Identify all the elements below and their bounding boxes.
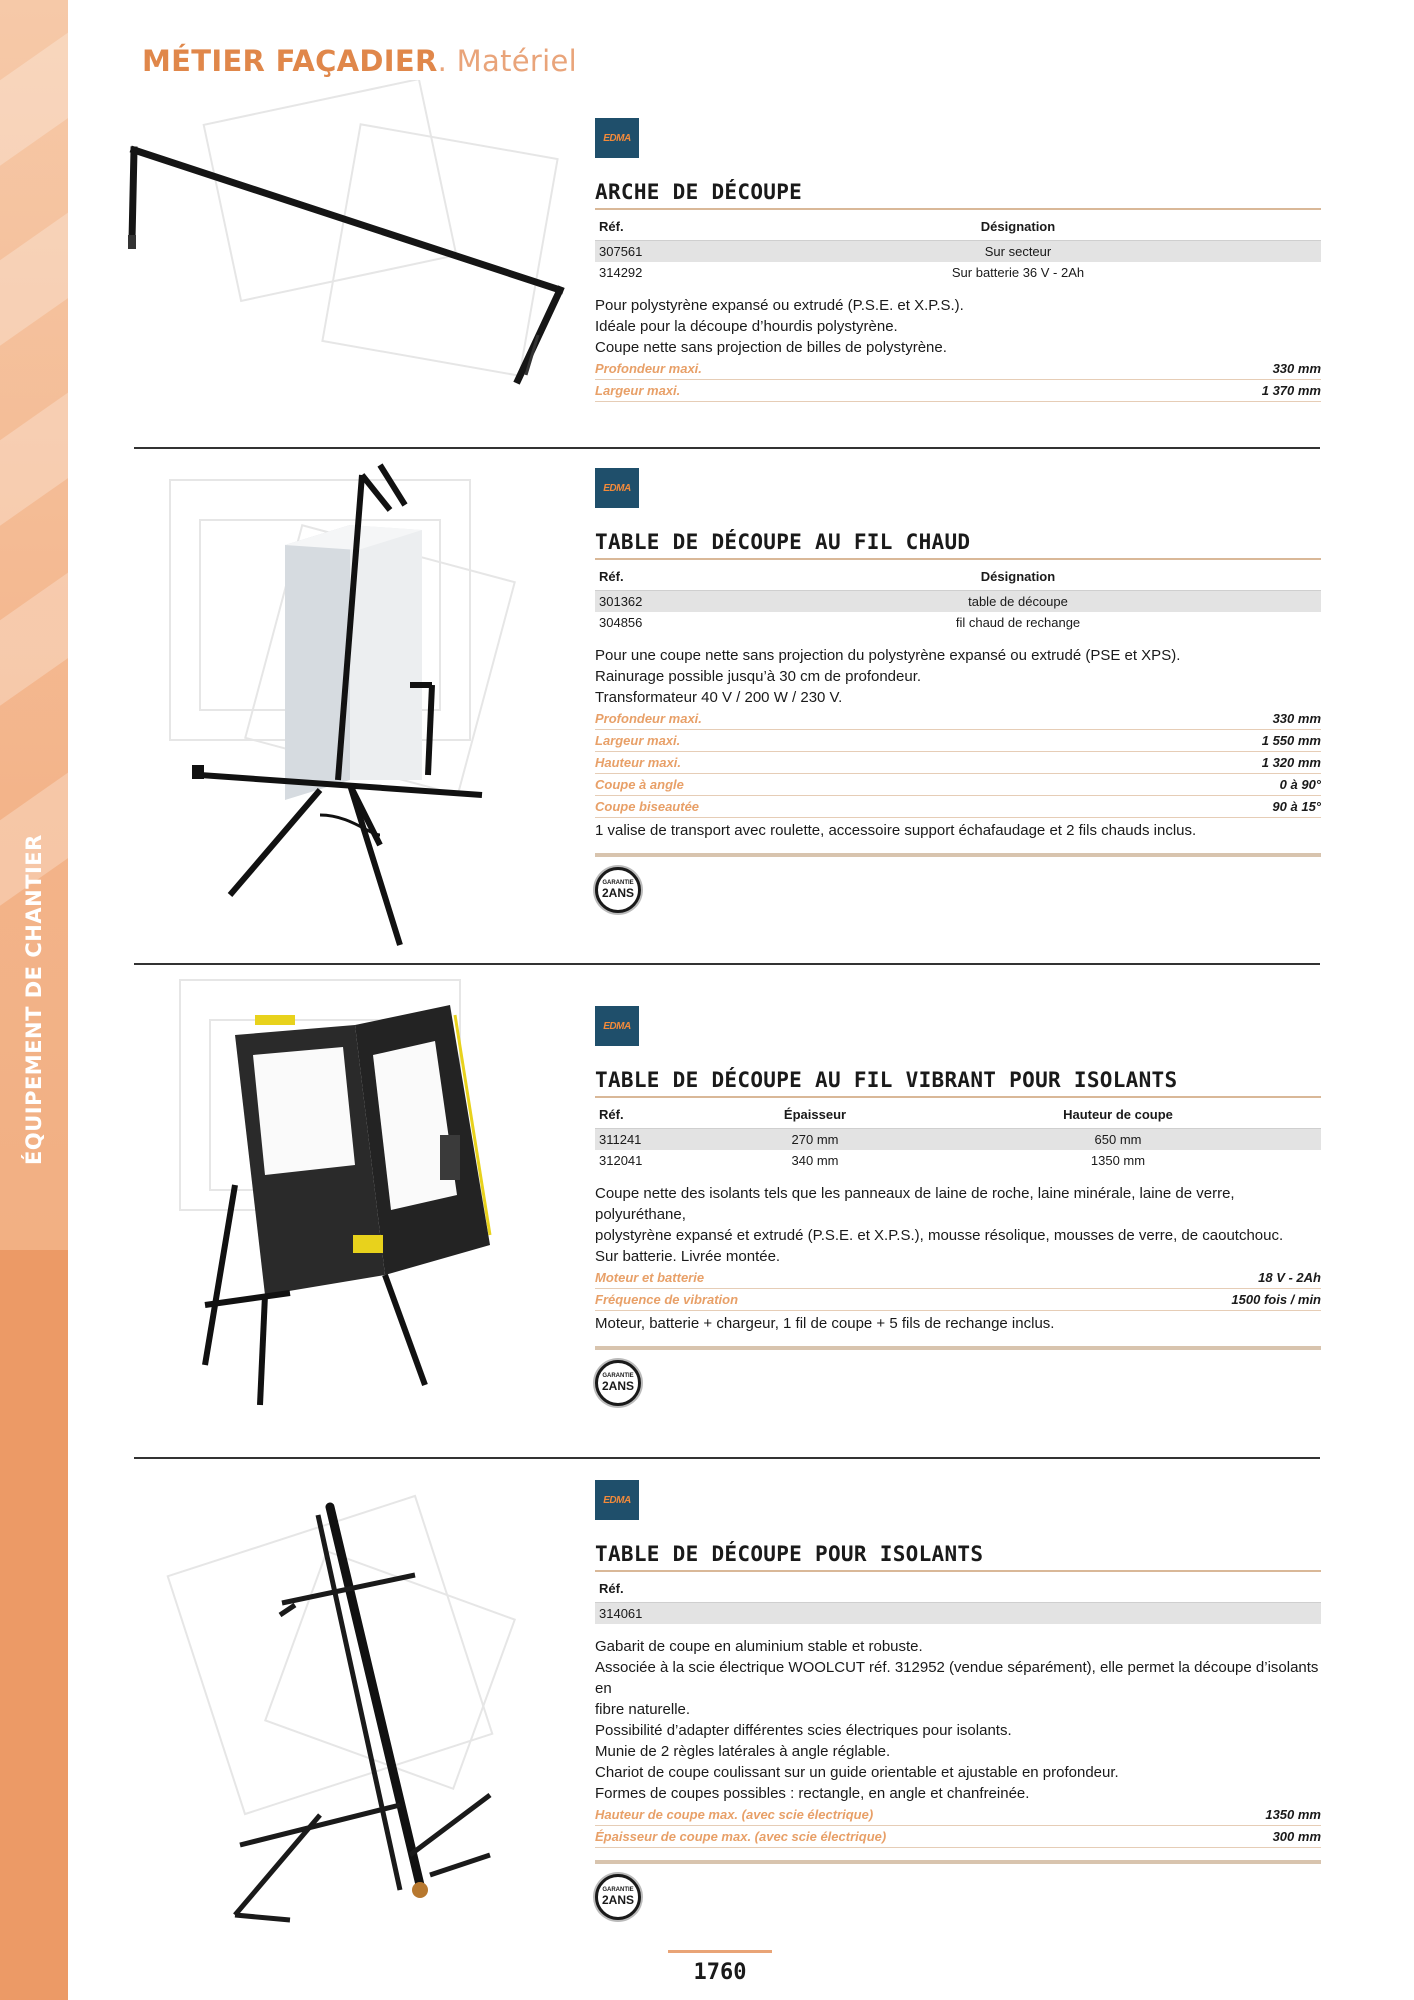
warranty-badge: GARANTIE 2ANS — [595, 1360, 641, 1406]
column-header: Épaisseur — [715, 1102, 915, 1129]
page-title — [142, 44, 577, 78]
product-image-table-isolants — [200, 1495, 530, 1935]
table-row: 312041 340 mm 1350 mm — [599, 1153, 1146, 1168]
column-header: Désignation — [715, 214, 1321, 241]
spec-row: Fréquence de vibration 1500 fois / min — [595, 1289, 1321, 1311]
spec-row: Coupe biseautée 90 à 15° — [595, 796, 1321, 818]
product-title: TABLE DE DÉCOUPE AU FIL VIBRANT POUR ISOLANTS — [595, 1068, 1321, 1098]
table-row: 311241 270 mm 650 mm — [595, 1129, 1321, 1151]
brand-logo: EDMA — [595, 1006, 639, 1046]
product-description: Pour polystyrène expansé ou extrudé (P.S.E. et X.P.S.). Idéale pour la découpe d’hourdis polystyrène. Coupe nette sans projection de billes de polystyrène. — [595, 297, 964, 356]
product-title: TABLE DE DÉCOUPE AU FIL CHAUD — [595, 530, 1321, 560]
brand-logo: EDMA — [595, 118, 639, 158]
table-row: 307561 Sur secteur — [595, 241, 1321, 263]
product-title: TABLE DE DÉCOUPE POUR ISOLANTS — [595, 1542, 1321, 1572]
reference-table — [595, 1576, 1321, 1624]
product-description: Coupe nette des isolants tels que les panneaux de laine de roche, laine minérale, laine de verre, polyuréthane, polystyrène expansé et extrudé (P.S.E. et X.P.S.), mousse résolique, mousses de verre, de caoutchouc. Sur batterie. Livrée montée. — [595, 1185, 1284, 1265]
brand-logo: EDMA — [595, 1480, 639, 1520]
product-description: Gabarit de coupe en aluminium stable et robuste. Associée à la scie électrique WOOLCUT réf. 312952 (vendue séparément), elle permet la découpe d’isolants en fibre naturelle. Possibilité d’adapter différentes scies électriques pour isolants. Munie de 2 règles latérales à angle réglable. Chariot de coupe coulissant sur un guide orientable et ajustable en profondeur. Formes de coupes possibles : rectangle, en angle et chanfreinée. — [595, 1638, 1319, 1802]
reference-table — [595, 1102, 1321, 1171]
spec-row: Profondeur maxi. 330 mm — [595, 708, 1321, 730]
product-image-arche — [120, 130, 570, 400]
column-header: Réf. — [595, 1576, 1321, 1603]
spec-row: Profondeur maxi. 330 mm — [595, 358, 1321, 380]
table-row: 301362 table de découpe — [595, 591, 1321, 613]
product-table-fil-chaud — [595, 468, 1321, 913]
section-label: ÉQUIPEMENT DE CHANTIER — [22, 834, 46, 1165]
product-table-fil-vibrant — [595, 1006, 1321, 1406]
column-header: Réf. — [595, 1102, 715, 1129]
included-note: Moteur, batterie + chargeur, 1 fil de coupe + 5 fils de rechange inclus. — [595, 1315, 1055, 1332]
column-header: Désignation — [715, 564, 1321, 591]
brand-logo: EDMA — [595, 468, 639, 508]
included-note: 1 valise de transport avec roulette, accessoire support échafaudage et 2 fils chauds inclus. — [595, 822, 1197, 839]
spec-row: Largeur maxi. 1 370 mm — [595, 380, 1321, 402]
spec-row: Moteur et batterie 18 V - 2Ah — [595, 1267, 1321, 1289]
column-header: Hauteur de coupe — [915, 1102, 1321, 1129]
page-title-main: MÉTIER FAÇADIER — [142, 44, 438, 78]
warranty-badge: GARANTIE 2ANS — [595, 867, 641, 913]
warranty-badge: GARANTIE 2ANS — [595, 1874, 641, 1920]
reference-table — [595, 214, 1321, 283]
spec-row: Coupe à angle 0 à 90° — [595, 774, 1321, 796]
column-header: Réf. — [595, 564, 715, 591]
section-divider — [134, 1457, 1320, 1459]
page-title-sub: . Matériel — [437, 44, 577, 78]
section-rule — [595, 1860, 1321, 1864]
table-row: 314061 — [595, 1603, 1321, 1625]
section-rule — [595, 1346, 1321, 1350]
page-number: 1760 — [668, 1960, 772, 1985]
section-rule — [595, 853, 1321, 857]
spec-row: Hauteur maxi. 1 320 mm — [595, 752, 1321, 774]
product-description: Pour une coupe nette sans projection du polystyrène expansé ou extrudé (PSE et XPS). Rainurage possible jusqu’à 30 cm de profondeur. Transformateur 40 V / 200 W / 230 V. — [595, 647, 1181, 706]
product-table-isolants — [595, 1480, 1321, 1920]
product-image-table-fil-chaud — [170, 455, 510, 955]
section-divider — [134, 963, 1320, 965]
column-header: Réf. — [595, 214, 715, 241]
reference-table — [595, 564, 1321, 633]
spec-row: Hauteur de coupe max. (avec scie électrique) 1350 mm — [595, 1804, 1321, 1826]
product-title: ARCHE DE DÉCOUPE — [595, 180, 1321, 210]
table-row: 314292 Sur batterie 36 V - 2Ah — [599, 265, 1085, 280]
spec-row: Largeur maxi. 1 550 mm — [595, 730, 1321, 752]
spec-row: Épaisseur de coupe max. (avec scie électrique) 300 mm — [595, 1826, 1321, 1848]
product-image-table-fil-vibrant — [195, 985, 505, 1425]
product-arche — [595, 118, 1321, 402]
section-divider — [134, 447, 1320, 449]
table-row: 304856 fil chaud de rechange — [599, 615, 1081, 630]
